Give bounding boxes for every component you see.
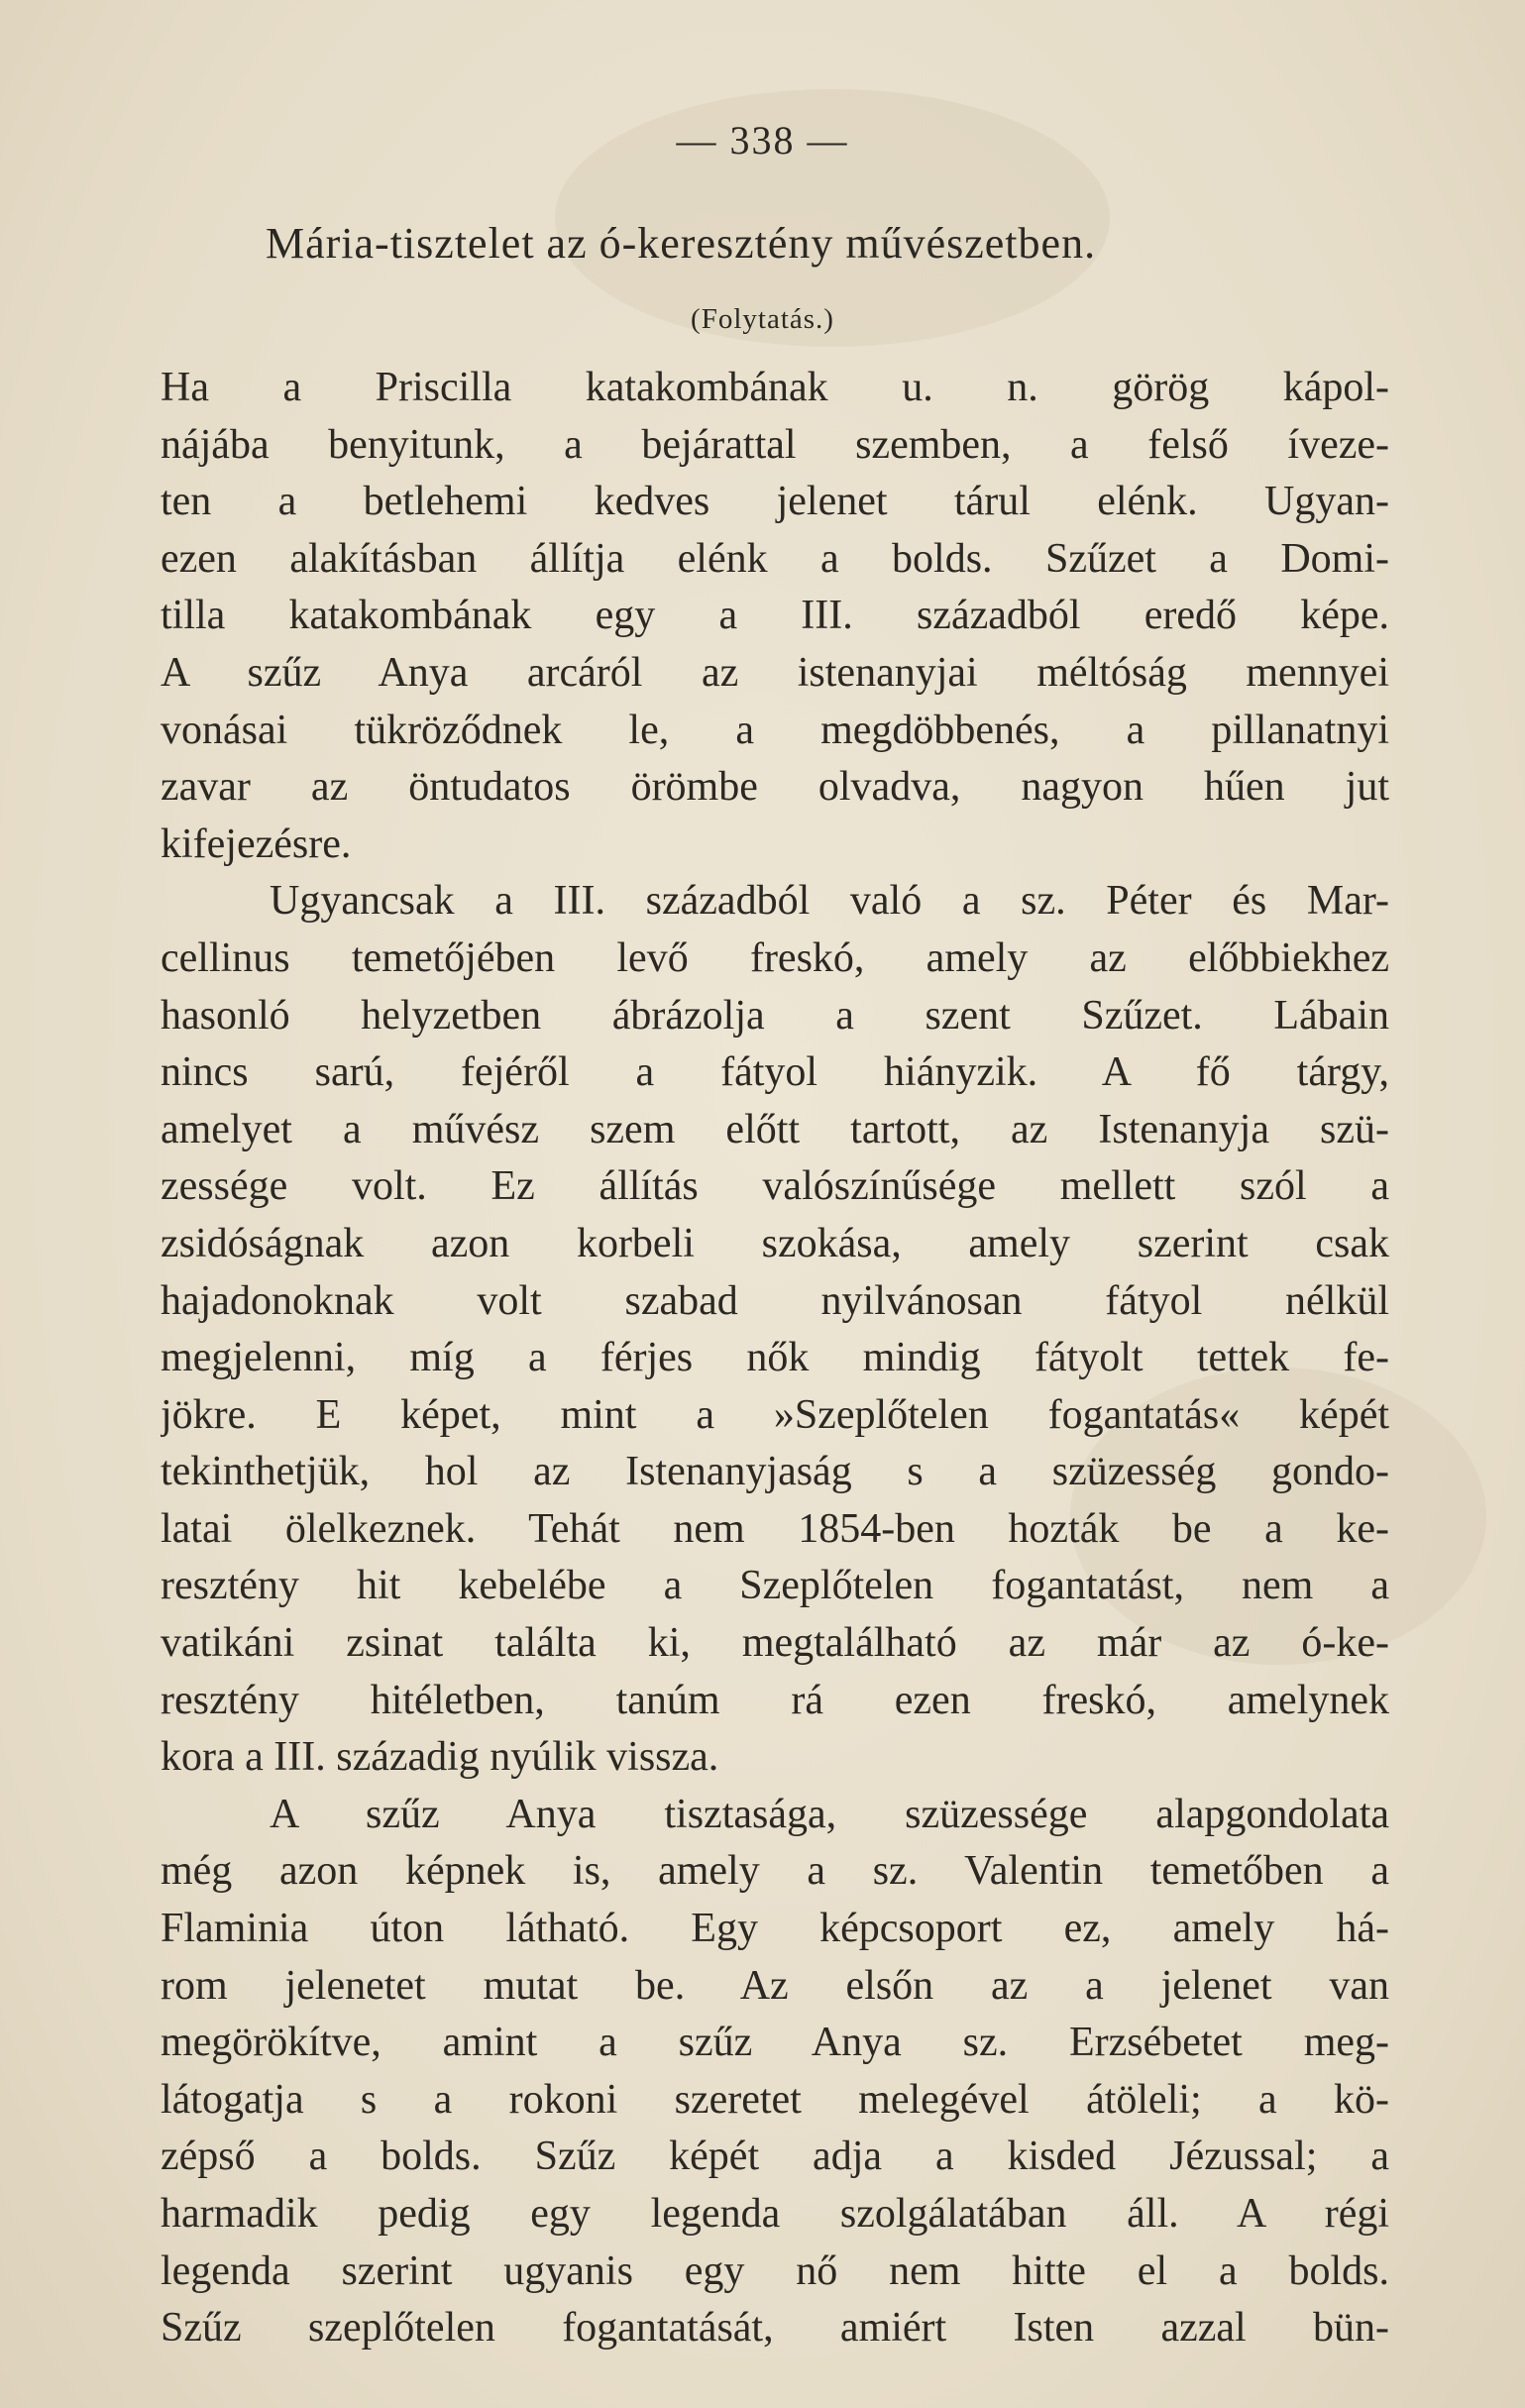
text-line: Ugyancsak a III. századból való a sz. Péter és Mar-	[270, 878, 1389, 925]
text-line: zessége volt. Ez állítás valószínűsége mellett szól a	[161, 1163, 1389, 1210]
text-line: Ha a Priscilla katakombának u. n. görög kápol-	[161, 365, 1389, 410]
text-line: ten a betlehemi kedves jelenet tárul elénk. Ugyan-	[161, 479, 1389, 525]
text-line: ezen alakításban állítja elénk a bolds. Szűzet a Domi-	[161, 535, 1389, 582]
text-line: cellinus temetőjében levő freskó, amely az előbbiekhez	[161, 934, 1389, 981]
text-line: jökre. E képet, mint a »Szeplőtelen fogantatás« képét	[161, 1391, 1389, 1438]
text-line: tekinthetjük, hol az Istenanyjaság s a szüzesség gondo-	[161, 1449, 1389, 1495]
text-line: megjelenni, míg a férjes nők mindig fátyolt tettek fe-	[161, 1335, 1389, 1381]
text-line: resztény hitéletben, tanúm rá ezen freskó, amelynek	[161, 1677, 1389, 1723]
text-line: A szűz Anya tisztasága, szüzessége alapgondolata	[270, 1791, 1389, 1837]
text-line: amelyet a művész szem előtt tartott, az Istenanyja szü-	[161, 1106, 1389, 1152]
article-title: Mária-tisztelet az ó-keresztény művészetben.	[266, 219, 1097, 268]
text-line: kifejezésre.	[161, 821, 352, 867]
body-text	[161, 360, 1389, 2357]
text-line: kora a III. századig nyúlik vissza.	[161, 1734, 719, 1781]
text-line: zavar az öntudatos örömbe olvadva, nagyon hűen jut	[161, 764, 1389, 811]
text-line: resztény hit kebelébe a Szeplőtelen fogantatást, nem a	[161, 1563, 1389, 1609]
text-line: harmadik pedig egy legenda szolgálatában áll. A régi	[161, 2191, 1389, 2237]
text-line: legenda szerint ugyanis egy nő nem hitte el a bolds.	[161, 2247, 1389, 2294]
text-line: megörökítve, amint a szűz Anya sz. Erzsébetet meg-	[161, 2020, 1389, 2066]
article-subtitle: (Folytatás.)	[691, 303, 834, 335]
text-line: latai ölelkeznek. Tehát nem 1854-ben hozták be a ke-	[161, 1505, 1389, 1552]
text-line: zépső a bolds. Szűz képét adja a kisded Jézussal; a	[161, 2134, 1389, 2180]
page-number: — 338 —	[676, 118, 849, 163]
text-line: vonásai tükröződnek le, a megdöbbenés, a pillanatnyi	[161, 707, 1389, 753]
text-line: hasonló helyzetben ábrázolja a szent Szűzet. Lábain	[161, 992, 1389, 1039]
text-line: Szűz szeplőtelen fogantatását, amiért Isten azzal bün-	[161, 2305, 1389, 2352]
text-line: Flaminia úton látható. Egy képcsoport ez, amely há-	[161, 1906, 1389, 1952]
text-line: hajadonoknak volt szabad nyilvánosan fátyol nélkül	[161, 1277, 1389, 1324]
text-line: még azon képnek is, amely a sz. Valentin temetőben a	[161, 1848, 1389, 1895]
text-line: zsidóságnak azon korbeli szokása, amely szerint csak	[161, 1220, 1389, 1266]
text-line: nájába benyitunk, a bejárattal szemben, a felső íveze-	[161, 421, 1389, 468]
text-line: nincs sarú, fejéről a fátyol hiányzik. A fő tárgy,	[161, 1049, 1389, 1096]
text-line: A szűz Anya arcáról az istenanyjai méltóság mennyei	[161, 649, 1389, 696]
text-line: vatikáni zsinat találta ki, megtalálható az már az ó-ke-	[161, 1620, 1389, 1667]
text-line: látogatja s a rokoni szeretet melegével átöleli; a kö-	[161, 2076, 1389, 2123]
text-line: rom jelenetet mutat be. Az elsőn az a jelenet van	[161, 1962, 1389, 2009]
text-line: tilla katakombának egy a III. századból eredő képe.	[161, 593, 1389, 639]
